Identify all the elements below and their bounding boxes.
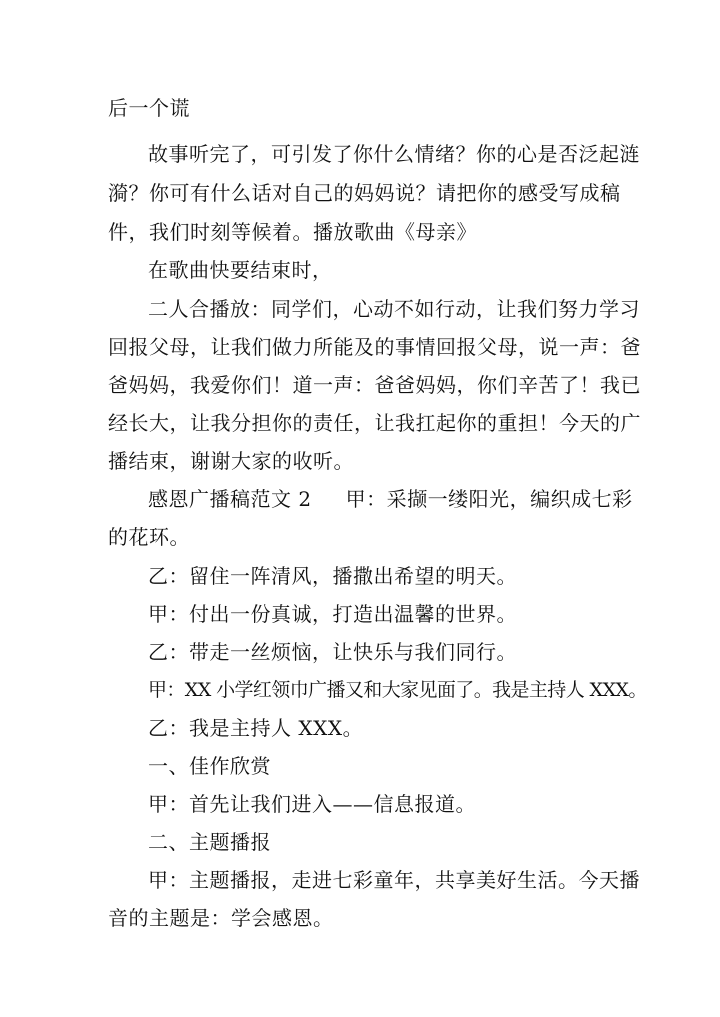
text-line-9: 经长大，让我分担你的责任，让我扛起你的重担！今天的广 (108, 411, 641, 435)
text-line-2: 故事听完了，可引发了你什么情绪？你的心是否泛起涟 (148, 142, 640, 166)
text-line-15: 乙：带走一丝烦恼，让快乐与我们同行。 (148, 640, 517, 664)
text-line-21: 甲：主题播报，走进七彩童年，共享美好生活。今天播 (148, 868, 640, 892)
text-line-12: 的花环。 (108, 525, 190, 549)
text-line-5: 在歌曲快要结束时， (148, 258, 333, 282)
text-line-1: 后一个谎 (108, 96, 190, 120)
text-line-18: 一、佳作欣赏 (148, 754, 271, 778)
text-line-11-content: 甲：采撷一缕阳光，编织成七彩 (345, 487, 633, 511)
text-line-6: 二人合播放：同学们，心动不如行动，让我们努力学习 (148, 297, 640, 321)
text-line-3: 漪？你可有什么话对自己的妈妈说？请把你的感受写成稿 (108, 181, 621, 205)
text-line-20: 二、主题播报 (148, 830, 271, 854)
text-line-16: 甲：XX 小学红领巾广播又和大家见面了。我是主持人 XXX。 (148, 679, 647, 701)
text-line-8: 爸妈妈，我爱你们！道一声：爸爸妈妈，你们辛苦了！我已 (108, 373, 641, 397)
section-title: 感恩广播稿范文 2 (148, 487, 312, 511)
text-line-22: 音的主题是：学会感恩。 (108, 906, 334, 930)
text-line-7: 回报父母，让我们做力所能及的事情回报父母，说一声：爸 (108, 335, 641, 359)
text-line-19: 甲：首先让我们进入——信息报道。 (148, 792, 476, 816)
text-line-11 (148, 485, 633, 513)
text-line-10: 播结束，谢谢大家的收听。 (108, 449, 354, 473)
text-line-4: 件，我们时刻等候着。播放歌曲《母亲》 (108, 220, 477, 244)
text-line-14: 甲：付出一份真诚，打造出温馨的世界。 (148, 602, 517, 626)
text-line-13: 乙：留住一阵清风，播撒出希望的明天。 (148, 564, 517, 588)
text-line-17: 乙：我是主持人 XXX。 (148, 716, 364, 740)
